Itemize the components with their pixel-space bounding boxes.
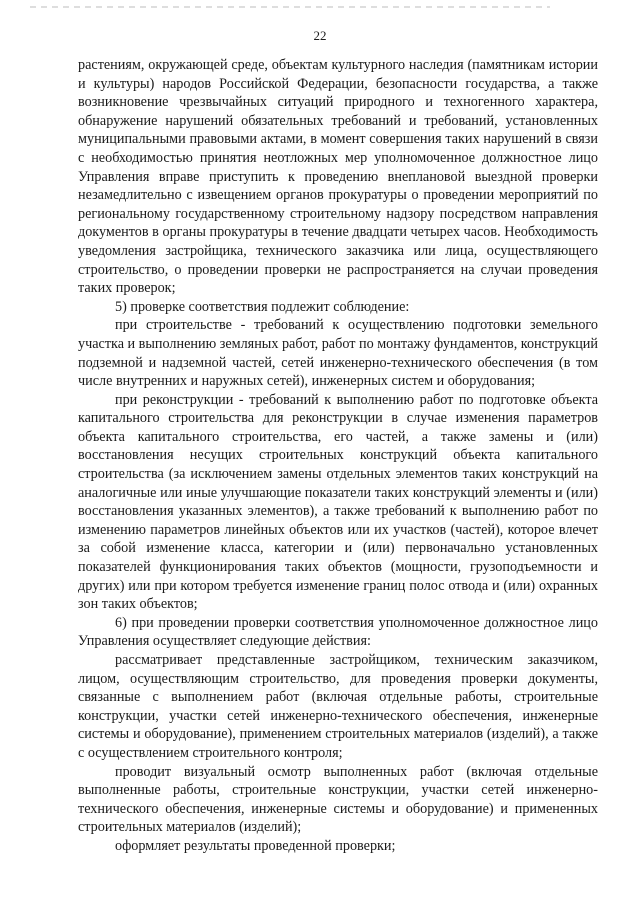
paragraph-reviews-documents: рассматривает представленные застройщиком, техническим заказчиком, лицом, осуществляющим строительство, для проведения проверки документы, связанные с выполнением работ (включая отдельные работы, строительные конструкции, участки сетей инженерно-технического обеспечения, инженерные системы и оборудование), применением строительных материалов (изделий), а также с осуществлением строительного контроля; bbox=[78, 652, 598, 761]
paragraph-item-6: 6) при проведении проверки соответствия уполномоченное должностное лицо Управления осуществляет следующие действия: bbox=[78, 614, 598, 650]
paragraph-visual-inspection: проводит визуальный осмотр выполненных работ (включая отдельные выполненные работы, строительные конструкции, участки сетей инженерно-технического обеспечения, инженерные системы и оборудование) и примененных строительных материалов (изделий); bbox=[78, 763, 598, 836]
paragraph-formalizes-results: оформляет результаты проведенной проверки; bbox=[115, 837, 396, 854]
scan-header-noise bbox=[30, 6, 550, 8]
paragraph-construction: при строительстве - требований к осуществлению подготовки земельного участка и выполнению земляных работ, работ по монтажу фундаментов, конструкций подземной и надземной частей, сетей инженерно-технического обеспечения (в том числе внутренних и наружных сетей), инженерных систем и оборудования; bbox=[78, 317, 598, 390]
paragraph-item-5: 5) проверке соответствия подлежит соблюдение: bbox=[115, 298, 410, 315]
paragraph-reconstruction: при реконструкции - требований к выполнению работ по подготовке объекта капитального строительства для реконструкции в случае изменения параметров объекта капитального строительства, его частей, а также замены и (или) восстановления несущих строительных конструкций объекта капитального строительства (за исключением замены отдельных элементов таких конструкций на аналогичные или иные улучшающие показатели таких конструкций элементы и (или) восстановления указанных элементов), а также требований к выполнению работ по изменению параметров линейных объектов или их участков (частей), которое влечет за собой изменение класса, категории и (или) первоначально установленных показателей функционирования таких объектов (мощности, грузоподъемности и других) или при котором требуется изменение границ полос отвода и (или) охранных зон таких объектов; bbox=[78, 391, 598, 613]
page-number: 22 bbox=[313, 28, 327, 43]
paragraph-continuation: растениям, окружающей среде, объектам культурного наследия (памятникам истории и культуры) народов Российской Федерации, безопасности государства, а также возникновение чрезвычайных ситуаций природного и техногенного характера, обнаружение нарушений обязательных требований и требований, установленных муниципальными правовыми актами, в момент совершения таких нарушений в связи с необходимостью принятия неотложных мер уполномоченное должностное лицо Управления вправе приступить к проведению внеплановой выездной проверки незамедлительно с извещением органов прокуратуры о проведении мероприятий по региональному государственному строительному надзору посредством направления документов в органы прокуратуры в течение двадцати четырех часов. Необходимость уведомления застройщика, технического заказчика или лица, осуществляющего строительство, о проведении проверки не распространяется на случаи проведения таких проверок; bbox=[78, 57, 598, 297]
document-body bbox=[78, 56, 598, 856]
